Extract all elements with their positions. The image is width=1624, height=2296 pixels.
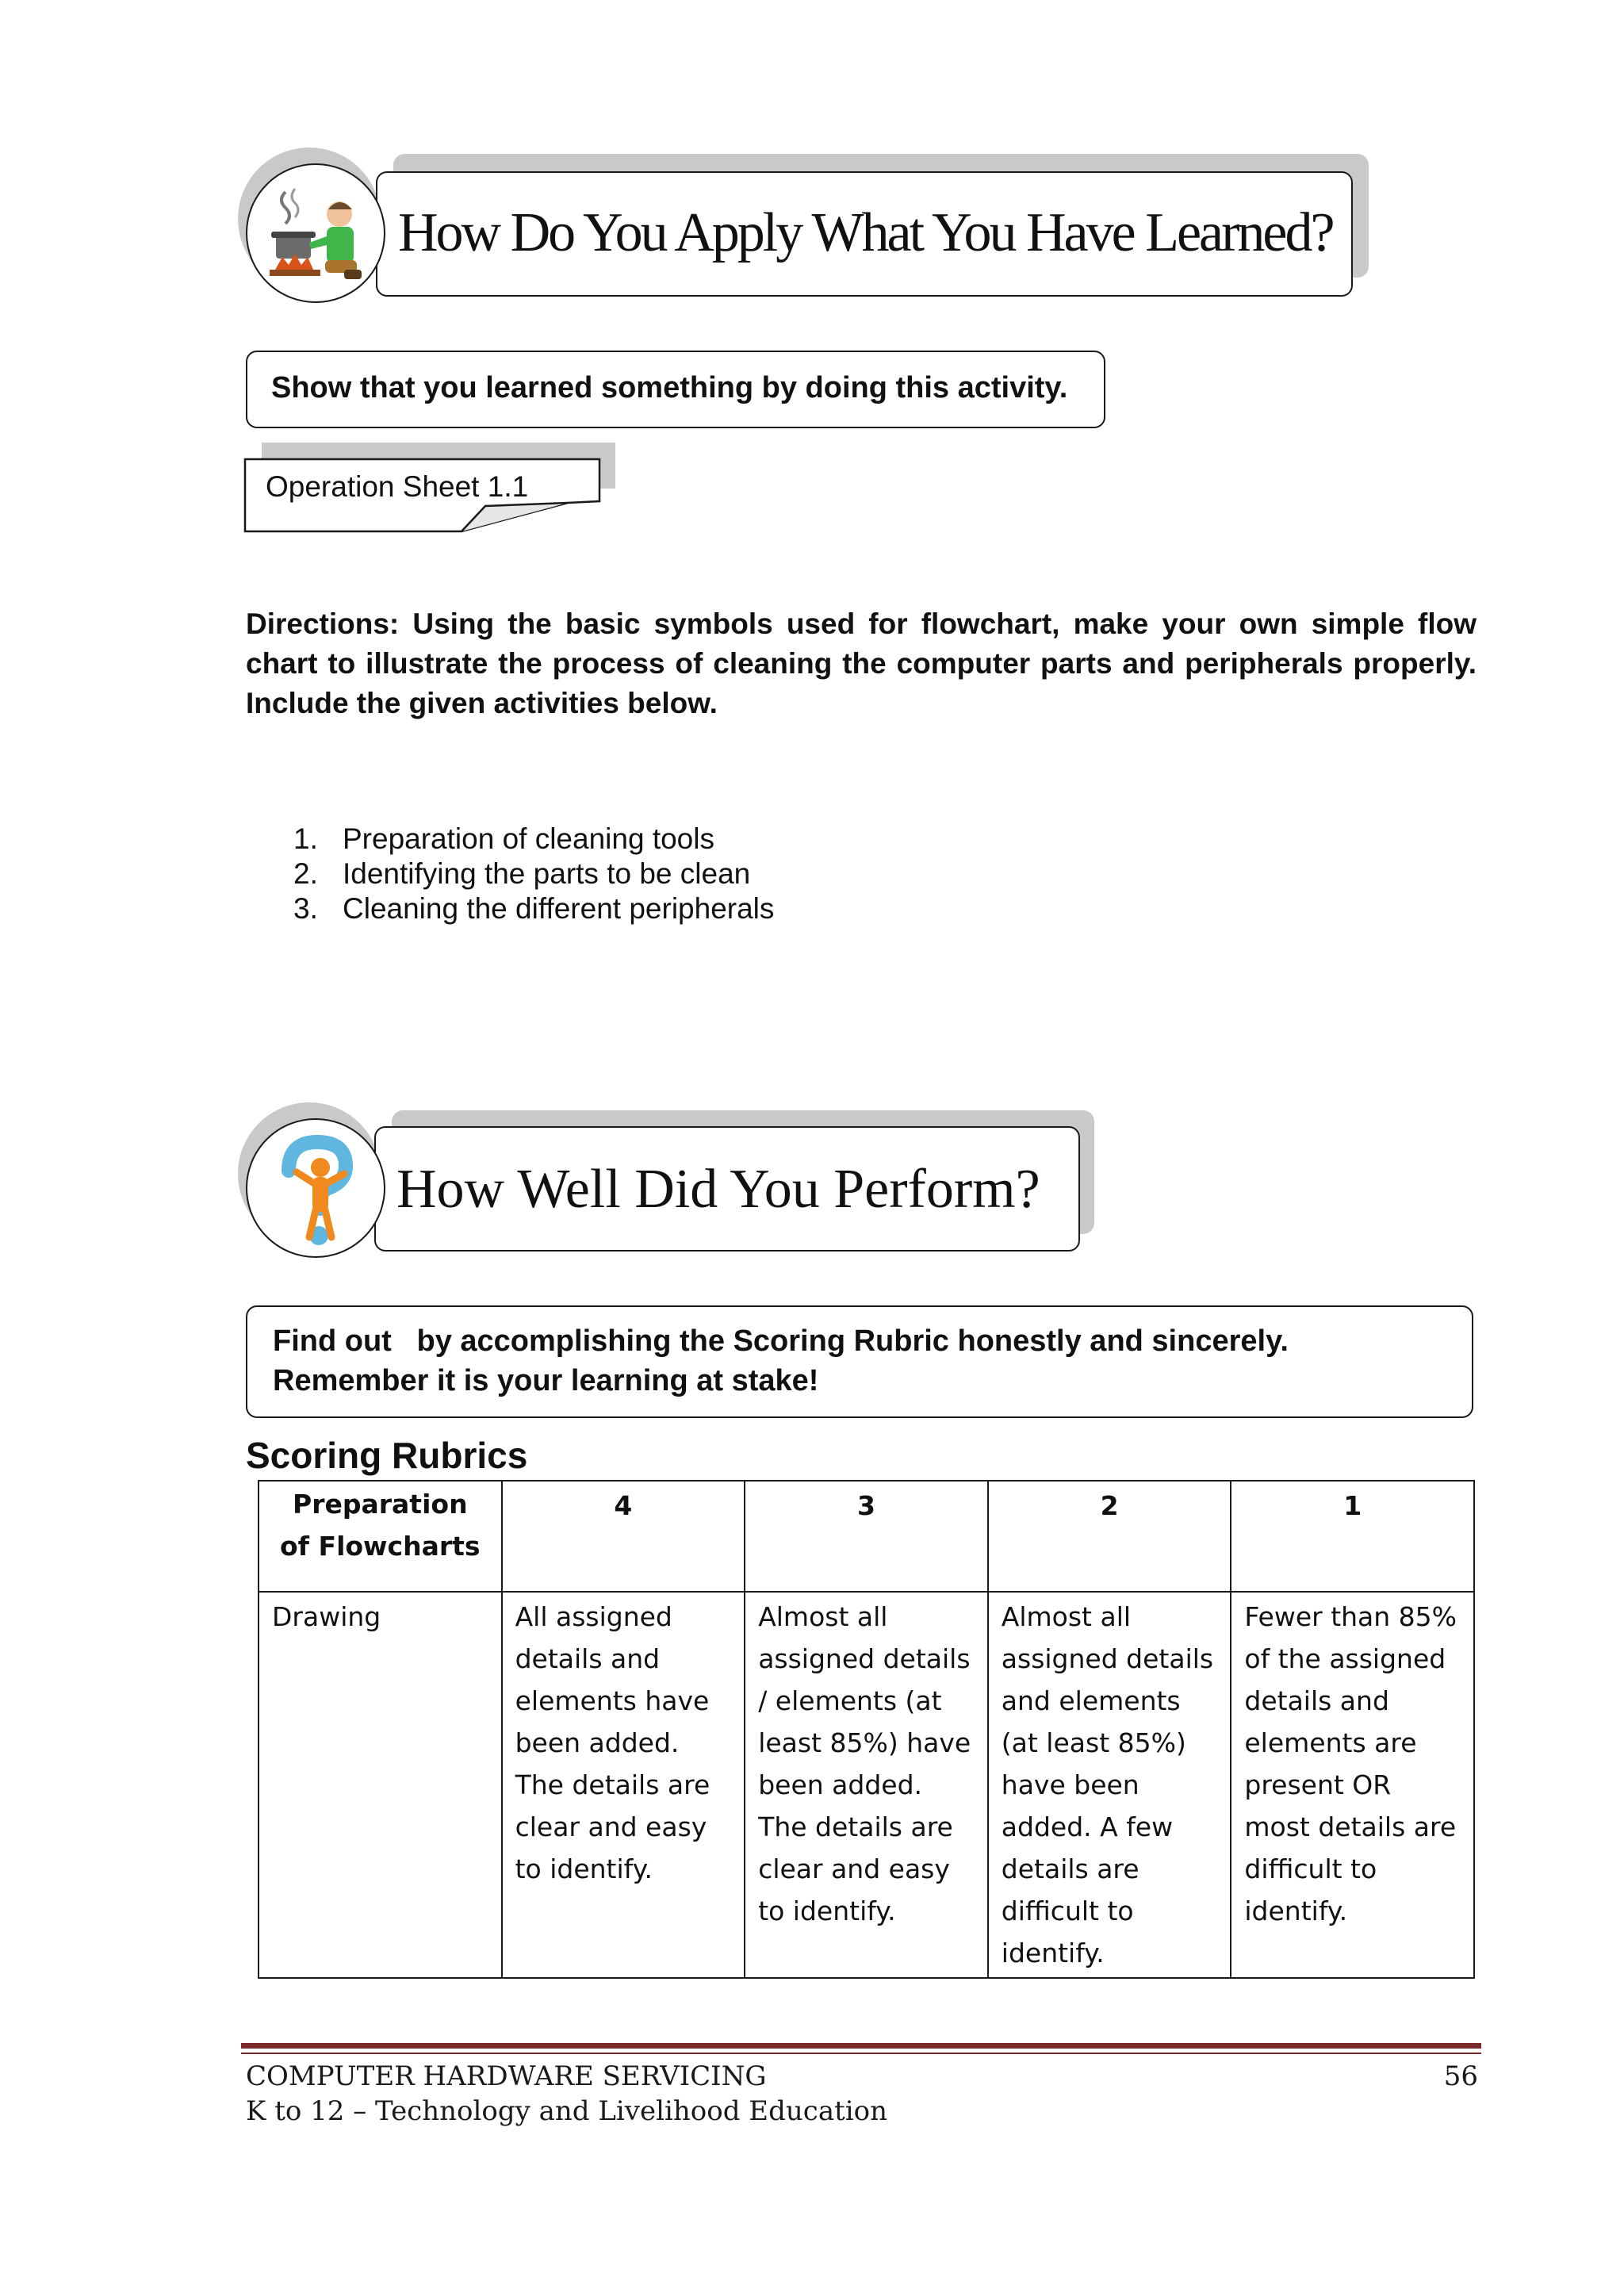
table-header-row xyxy=(259,1481,1474,1592)
section1-icon-frame xyxy=(246,163,385,303)
footer-rule xyxy=(241,2043,1481,2049)
column-header: Preparation of Flowcharts xyxy=(259,1481,502,1592)
column-header: 2 xyxy=(988,1481,1231,1592)
list-item: 2. Identifying the parts to be clean xyxy=(293,857,751,890)
directions-text: Directions: Using the basic symbols used for flowchart, make your own simple flow chart to illustrate the process of cleaning the computer parts and peripherals properly. Include the given activities below. xyxy=(246,608,1477,719)
table-cell: Fewer than 85% of the assigned details and elements are present OR most details are difficult to identify. xyxy=(1231,1592,1474,1978)
column-header: 3 xyxy=(745,1481,988,1592)
rubric-instruction-callout xyxy=(246,1305,1473,1418)
rubric-heading: Scoring Rubrics xyxy=(246,1435,528,1476)
operation-sheet-label: Operation Sheet 1.1 xyxy=(266,470,529,503)
list-item: 1. Preparation of cleaning tools xyxy=(293,822,714,855)
page-number: 56 xyxy=(1443,2060,1478,2092)
rubric-instruction-line2: Remember it is your learning at stake! xyxy=(273,1364,819,1397)
table-cell: All assigned details and elements have been added. The details are clear and easy to identify. xyxy=(502,1592,745,1978)
table-row xyxy=(259,1592,1474,1978)
footer-course: K to 12 – Technology and Livelihood Education xyxy=(246,2095,887,2127)
rubric-table xyxy=(258,1480,1475,1979)
footer-rule-thin xyxy=(241,2053,1481,2054)
section2-title: How Well Did You Perform? xyxy=(396,1159,1040,1220)
question-mark-person-icon xyxy=(247,1120,385,1258)
footer-subject: COMPUTER HARDWARE SERVICING xyxy=(246,2060,767,2092)
activity-list xyxy=(293,822,774,926)
section1-title: How Do You Apply What You Have Learned? xyxy=(398,202,1333,263)
section2-icon-frame xyxy=(246,1118,385,1258)
column-header: 1 xyxy=(1231,1481,1474,1592)
person-cooking-icon xyxy=(247,165,385,303)
column-header: 4 xyxy=(502,1481,745,1592)
instruction-callout xyxy=(246,351,1105,428)
instruction-text: Show that you learned something by doing this activity. xyxy=(271,371,1068,404)
table-cell: Drawing xyxy=(259,1592,502,1978)
list-item: 3. Cleaning the different peripherals xyxy=(293,892,775,925)
table-cell: Almost all assigned details / elements (at least 85%) have been added. The details are clear and easy to identify. xyxy=(745,1592,988,1978)
table-cell: Almost all assigned details and elements (at least 85%) have been added. A few details are difficult to identify. xyxy=(988,1592,1231,1978)
rubric-instruction-line1: Find out by accomplishing the Scoring Rubric honestly and sincerely. xyxy=(273,1324,1289,1358)
